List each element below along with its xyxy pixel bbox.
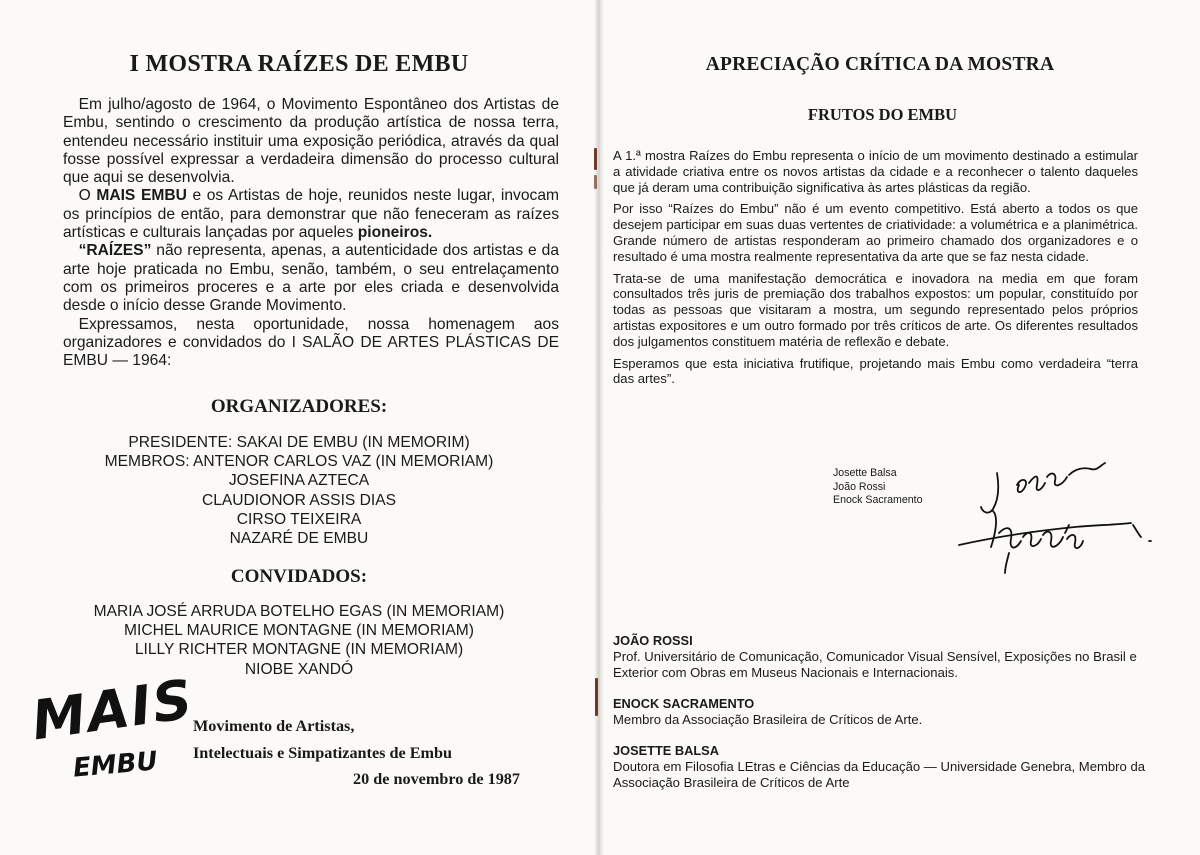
critique-text (613, 148, 1138, 393)
document-date: 20 de novembro de 1987 (353, 770, 520, 788)
organization-line-2: Intelectuais e Simpatizantes de Embu (193, 744, 452, 762)
staple-mark (594, 175, 597, 189)
guest-item: LILLY RICHTER MONTAGNE (IN MEMORIAM) (134, 641, 464, 659)
organizer-item: NAZARÉ DE EMBU (229, 530, 369, 548)
critique-paragraph-1: A 1.ª mostra Raízes do Embu representa o início de um movimento destinado a estimular a atividade criativa entre os novos artistas da cidade e a reconhecer o talento daqueles que já deram uma contribuição significativa às artes plásticas da região. (613, 148, 1138, 195)
bio-joao-rossi (613, 633, 1153, 680)
right-page-subtitle: FRUTOS DO EMBU (807, 105, 958, 124)
logo-word-embu: EMBU (71, 746, 159, 784)
bio-text: Doutora em Filosofia LEtras e Ciências da Educação — Universidade Genebra, Membro da Associação Brasileira de Críticos de Arte (613, 758, 1146, 790)
right-page-title: APRECIAÇÃO CRÍTICA DA MOSTRA (705, 54, 1055, 75)
critique-paragraph-3: Trata-se de uma manifestação democrática e inovadora na media em que foram consultados três juris de premiação dos trabalhos expostos: um popular, constituído por todas as pessoas que visitaram a mostra, um segundo representado pelos próprios artistas expositores e um outro formado por três críticos de arte. Os diferentes resultados dos julgamentos constituem matéria de reflexão e debate. (613, 270, 1138, 349)
guest-item: MICHEL MAURICE MONTAGNE (IN MEMORIAM) (124, 622, 474, 640)
bio-name: ENOCK SACRAMENTO (613, 696, 755, 711)
bio-text: Prof. Universitário de Comunicação, Comunicador Visual Sensível, Exposições no Brasil e Exterior com Obras em Museus Nacionais e Internacionais. (613, 648, 1137, 680)
signers-list (833, 467, 923, 508)
logo-word-mais: MAIS (28, 667, 198, 753)
organizer-item: CIRSO TEIXEIRA (236, 510, 362, 528)
bio-enock-sacramento (613, 696, 1153, 728)
bio-josette-balsa (613, 743, 1153, 790)
guest-item: NIOBE XANDÓ (244, 660, 354, 678)
organizers-heading: ORGANIZADORES: (210, 396, 388, 417)
bio-name: JOÃO ROSSI (613, 633, 693, 648)
organizer-item: MEMBROS: ANTENOR CARLOS VAZ (IN MEMORIAM) (104, 453, 494, 471)
critique-paragraph-2: Por isso “Raízes do Embu” não é um evento competitivo. Está aberto a todos os que desejem participar em suas duas vertentes de criatividade: a volumétrica e a planimétrica. Grande número de artistas responderam ao primeiro chamado dos organizadores e o resultado é uma mostra realmente representativa da arte que se faz nesta cidade. (613, 201, 1138, 264)
intro-paragraph-4: Expressamos, nesta oportunidade, nossa homenagem aos organizadores e convidados do I SALÃO DE ARTES PLÁSTICAS DE EMBU — 1964: (63, 315, 559, 370)
staple-mark (594, 148, 597, 170)
guest-item: MARIA JOSÉ ARRUDA BOTELHO EGAS (IN MEMORIAM) (93, 603, 505, 620)
organizer-item: CLAUDIONOR ASSIS DIAS (201, 491, 397, 509)
bio-text: Membro da Associação Brasileira de Críticos de Arte. (613, 711, 923, 727)
intro-paragraph-1: Em julho/agosto de 1964, o Movimento Espontâneo dos Artistas de Embu, sentindo o crescimento da produção artística de nossa terra, entendeu necessário instituir uma exposição periódica, através da qual fosse possível expressar a verdadeira dimensão do processo cultural que aqui se desenvolvia. (63, 96, 559, 187)
intro-paragraph-3: “RAÍZES” não representa, apenas, a autenticidade dos artistas e da arte hoje praticada no Embu, senão, também, o seu entrelaçamento com os primeiros proceres e a arte por eles criada e desenvolvida desde o início desse Grande Movimento. (63, 242, 559, 315)
intro-text (63, 96, 559, 370)
critique-paragraph-4: Esperamos que esta iniciativa frutifique, projetando mais Embu como verdadeira “terra das artes”. (613, 355, 1138, 387)
left-page-title: I MOSTRA RAÍZES DE EMBU (129, 51, 469, 77)
signer-name: Enock Sacramento (833, 494, 923, 506)
handwritten-signatures (955, 455, 1160, 585)
guests-heading: CONVIDADOS: (230, 566, 368, 587)
organizers-list (0, 433, 598, 548)
signer-name: Josette Balsa (833, 467, 897, 479)
signer-name: João Rossi (833, 480, 886, 493)
mais-embu-logo (28, 667, 198, 790)
guests-list (0, 602, 598, 679)
bio-name: JOSETTE BALSA (613, 743, 719, 758)
organizer-item: PRESIDENTE: SAKAI DE EMBU (IN MEMORIM) (128, 434, 470, 451)
staple-mark (595, 678, 598, 716)
page-fold (594, 0, 604, 855)
organization-line-1: Movimento de Artistas, (193, 717, 355, 735)
organizer-item: JOSEFINA AZTECA (228, 472, 370, 490)
intro-paragraph-2: O MAIS EMBU e os Artistas de hoje, reunidos neste lugar, invocam os princípios de então, para demonstrar que não feneceram as raízes artísticas e culturais lançadas por aqueles pioneiros. (63, 187, 559, 242)
